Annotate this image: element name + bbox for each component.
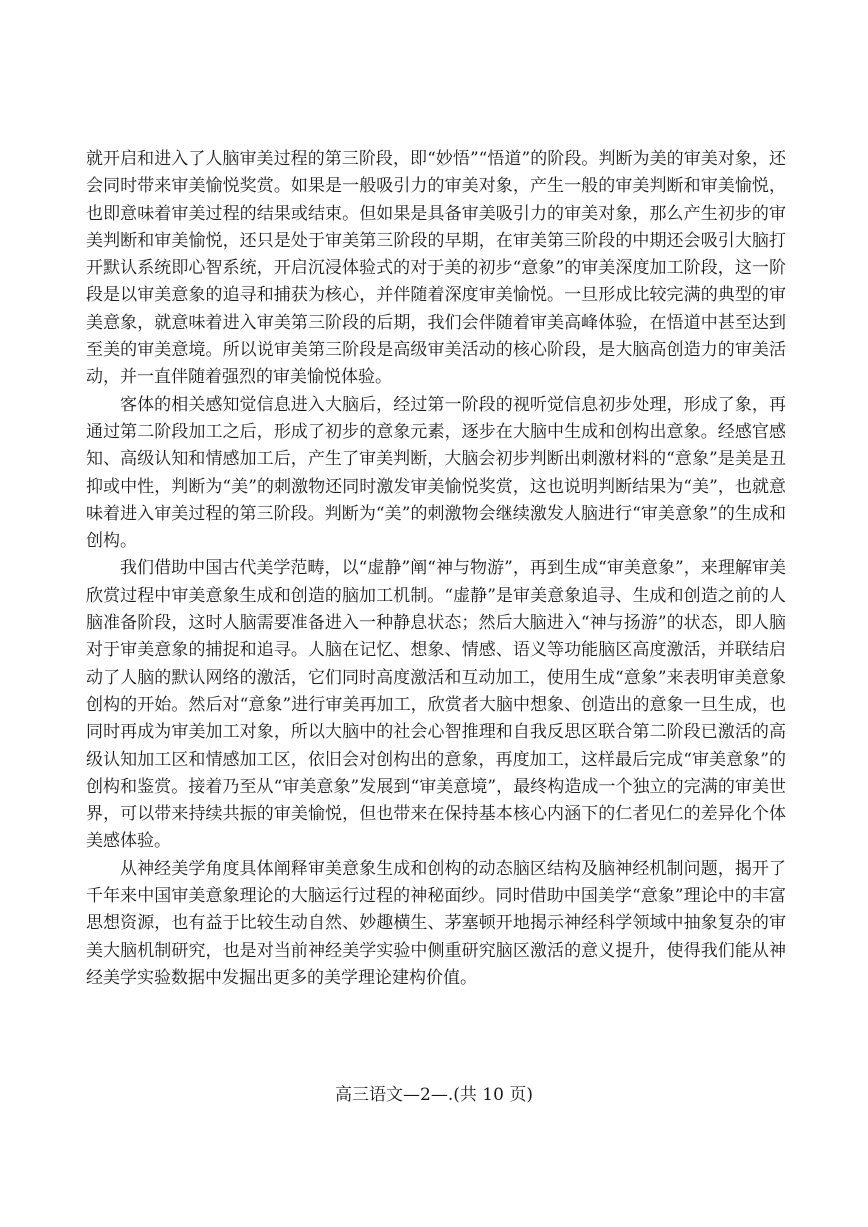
paragraph-1: 就开启和进入了人脑审美过程的第三阶段，即“妙悟”“悟道”的阶段。判断为美的审美对象，还会同时带来审美愉悦奖赏。如果是一般吸引力的审美对象，产生一般的审美判断和审美愉悦，也即意味着审美过程的结果或结束。但如果是具备审美吸引力的审美对象，那么产生初步的审美判断和审美愉悦，还只是处于审美第三阶段的早期，在审美第三阶段的中期还会吸引大脑打开默认系统即心智系统，开启沉浸体验式的对于美的初步“意象”的审美深度加工阶段，这一阶段是以审美意象的追寻和捕获为核心，并伴随着深度审美愉悦。一旦形成比较完满的典型的审美意象，就意味着进入审美第三阶段的后期，我们会伴随着审美高峰体验，在悟道中甚至达到至美的审美意境。所以说审美第三阶段是高级审美活动的核心阶段，是大脑高创造力的审美活动，并一直伴随着强烈的审美愉悦体验。 bbox=[86, 149, 786, 388]
page-footer: 高三语文—2—.(共 10 页) bbox=[335, 1085, 533, 1105]
article-body bbox=[86, 146, 786, 992]
paragraph-2: 客体的相关感知觉信息进入大脑后，经过第一阶段的视听觉信息初步处理，形成了象，再通过第二阶段加工之后，形成了初步的意象元素，逐步在大脑中生成和创构出意象。经感官感知、高级认知和情感加工后，产生了审美判断，大脑会初步判断出刺激材料的“意象”是美是丑抑或中性，判断为“美”的刺激物还同时激发审美愉悦奖赏，这也说明判断结果为“美”，也就意味着进入审美过程的第三阶段。判断为“美”的刺激物会继续激发人脑进行“审美意象”的生成和创构。 bbox=[86, 394, 786, 552]
paragraph-4: 从神经美学角度具体阐释审美意象生成和创构的动态脑区结构及脑神经机制问题，揭开了千年来中国审美意象理论的大脑运行过程的神秘面纱。同时借助中国美学“意象”理论中的丰富思想资源，也有益于比较生动自然、妙趣横生、茅塞顿开地揭示神经科学领域中抽象复杂的审美大脑机制研究，也是对当前神经美学实验中侧重研究脑区激活的意义提升，使得我们能从神经美学实验数据中发掘出更多的美学理论建构价值。 bbox=[86, 858, 786, 988]
paragraph-3: 我们借助中国古代美学范畴，以“虚静”阐“神与物游”，再到生成“审美意象”，来理解审美欣赏过程中审美意象生成和创造的脑加工机制。“虚静”是审美意象追寻、生成和创造之前的人脑准备阶段，这时人脑需要准备进入一种静息状态；然后大脑进入“神与扬游”的状态，即人脑对于审美意象的捕捉和追寻。人脑在记忆、想象、情感、语义等功能脑区高度激活，并联结启动了人脑的默认网络的激活，它们同时高度激活和互动加工，使用生成“意象”来表明审美意象创构的开始。然后对“意象”进行审美再加工，欣赏者大脑中想象、创造出的意象一旦生成，也同时再成为审美加工对象，所以大脑中的社会心智推理和自我反思区联合第二阶段已激活的高级认知加工区和情感加工区，依旧会对创构出的意象，再度加工，这样最后完成“审美意象”的创构和鉴赏。接着乃至从“审美意象”发展到“审美意境”，最终构造成一个独立的完满的审美世界，可以带来持续共振的审美愉悦，但也带来在保持基本核心内涵下的仁者见仁的差异化个体美感体验。 bbox=[86, 558, 786, 852]
